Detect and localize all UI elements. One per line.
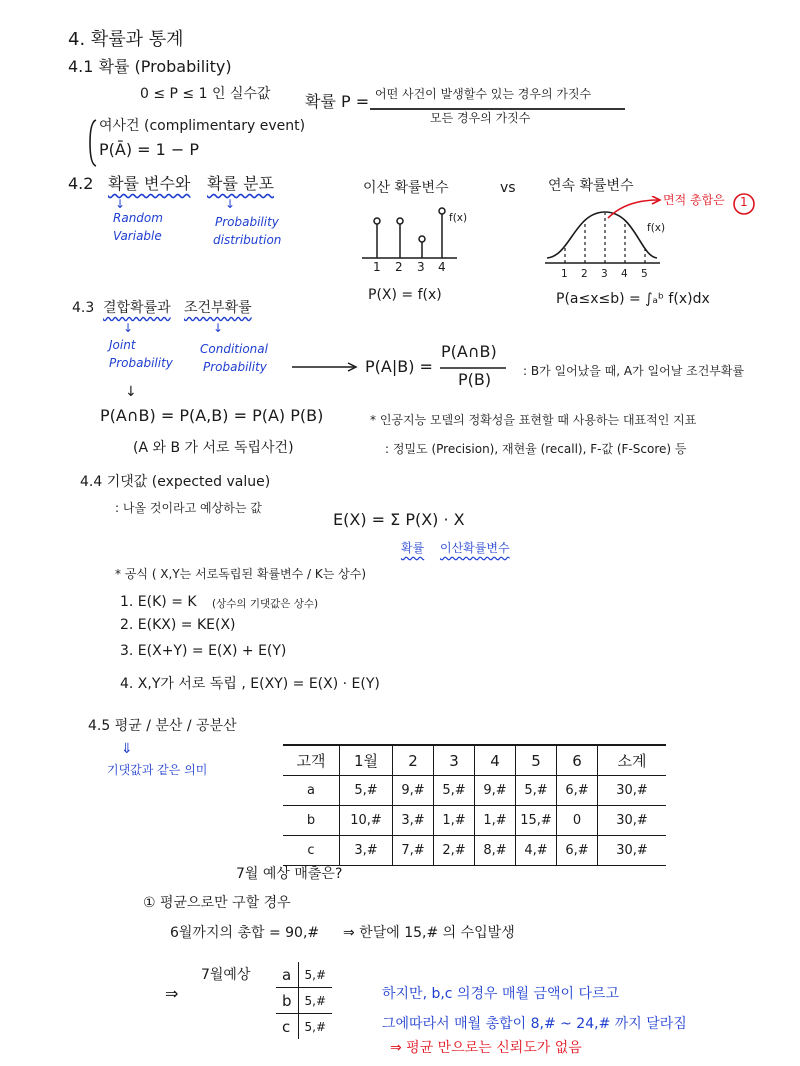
prob-label: 확률 P = [305, 92, 370, 111]
down-arrow-icon: ↓ [125, 384, 137, 400]
table-cell: 5,# [304, 967, 327, 982]
heading-4-2-num: 4.2 [68, 174, 94, 193]
heading-4-4: 4.4 기댓값 (expected value) [80, 474, 271, 490]
probability-range: 0 ≤ P ≤ 1 인 실수값 [140, 86, 271, 102]
table-row [283, 836, 666, 866]
expected-formula: E(X) = Σ P(X) · X [333, 510, 465, 529]
total-to-june: 6월까지의 총합 = 90,# [170, 925, 320, 941]
blue-note-1: 하지만, b,c 의경우 매월 금액이 다르고 [382, 986, 620, 1002]
blue-note-2: 그에따라서 매월 총합이 8,# ~ 24,# 까지 달라짐 [382, 1016, 687, 1032]
table-cell: b [283, 806, 340, 836]
right-arrow-icon [292, 362, 362, 372]
tick-label: 2 [581, 268, 588, 280]
table-cell: 0 [557, 806, 598, 836]
table-cell: a [276, 962, 298, 988]
table-cell: c [283, 836, 340, 866]
ai-metric-list: : 정밀도 (Precision), 재현율 (recall), F-값 (F-Score) 등 [385, 442, 687, 456]
table-cell: 4,# [516, 836, 557, 866]
table-header-cell: 2 [393, 745, 434, 776]
table-cell: 1,# [475, 806, 516, 836]
july-prediction-label: 7월예상 [201, 967, 251, 983]
prediction-arrow: ⇒ [165, 984, 179, 1003]
complement-label: 여사건 (complimentary event) [99, 118, 306, 134]
table-row [276, 962, 332, 988]
table-cell: 5,# [298, 1014, 332, 1040]
table-cell: 5,# [298, 988, 332, 1014]
table-cell: 30,# [598, 806, 667, 836]
mean-note: 기댓값과 같은 의미 [107, 763, 208, 777]
tick-label: 4 [438, 260, 446, 274]
table-cell: 5,# [516, 776, 557, 806]
table-cell: 7,# [393, 836, 434, 866]
table-header-cell: 고객 [283, 745, 340, 776]
tick-label: 1 [373, 260, 381, 274]
random-label: Random [113, 211, 163, 225]
table-cell: b [276, 988, 298, 1014]
table-header-row [283, 745, 666, 776]
vs-label: vs [500, 180, 516, 196]
cond-formula-left: P(A|B) = [365, 357, 433, 376]
tick-label: 1 [561, 268, 568, 280]
monthly-income: ⇒ 한달에 15,# 의 수입발생 [343, 925, 515, 941]
table-header-cell: 4 [475, 745, 516, 776]
ai-metric-note: * 인공지능 모델의 정확성을 표현할 때 사용하는 대표적인 지표 [370, 413, 697, 427]
down-arrow-icon: ↓ [123, 321, 134, 335]
tick-label: 2 [395, 260, 403, 274]
tick-label: 4 [621, 268, 628, 280]
fx-label: f(x) [449, 212, 468, 224]
prob-annotation: 확률 [401, 541, 425, 555]
table-row [276, 988, 332, 1014]
expected-desc: : 나올 것이라고 예상하는 값 [115, 501, 262, 515]
heading-4-5: 4.5 평균 / 분산 / 공분산 [88, 718, 237, 734]
table-row [276, 1014, 332, 1040]
table-cell: 5,# [340, 776, 393, 806]
sales-table [283, 744, 666, 866]
rule-3: 3. E(X+Y) = E(X) + E(Y) [120, 643, 287, 659]
area-value: 1 [740, 195, 748, 209]
complement-formula: P(Ā) = 1 − P [99, 140, 200, 159]
table-row [283, 776, 666, 806]
probability-label: Probability [215, 215, 279, 229]
prob-denominator: 모든 경우의 가짓수 [430, 111, 531, 125]
case-1: ① 평균으로만 구할 경우 [143, 895, 291, 911]
heading-random-variable: 확률 변수와 [108, 174, 191, 193]
table-cell: 30,# [598, 836, 667, 866]
down-arrow-icon: ↓ [225, 197, 236, 211]
prediction-table [276, 962, 332, 1039]
discrete-title: 이산 확률변수 [363, 180, 449, 196]
cond-denominator: P(B) [458, 370, 492, 389]
table-header-cell: 5 [516, 745, 557, 776]
heading-4-3-num: 4.3 [72, 300, 95, 316]
discrete-formula: P(X) = f(x) [368, 287, 442, 303]
july-question: 7월 예상 매출은? [236, 866, 343, 882]
table-cell: 9,# [475, 776, 516, 806]
continuous-title: 연속 확률변수 [548, 178, 634, 194]
table-cell: 1,# [434, 806, 475, 836]
table-cell: 8,# [475, 836, 516, 866]
table-header-cell: 소계 [598, 745, 667, 776]
rule-1-note: (상수의 기댓값은 상수) [212, 598, 319, 610]
tick-label: 3 [601, 268, 608, 280]
table-cell: a [283, 776, 340, 806]
heading-conditional: 조건부확률 [184, 300, 252, 316]
section-title: 4. 확률과 통계 [68, 29, 184, 50]
heading-probability-distribution: 확률 분포 [207, 174, 274, 193]
red-curve-arrow [606, 196, 666, 222]
table-cell: c [276, 1014, 298, 1040]
rule-1: 1. E(K) = K [120, 594, 197, 610]
tick-label: 5 [641, 268, 648, 280]
heading-4-1: 4.1 확률 (Probability) [68, 57, 232, 76]
rv-annotation: 이산확률변수 [440, 541, 510, 555]
area-note: 면적 총합은 [663, 193, 725, 207]
table-cell: 15,# [516, 806, 557, 836]
formula-header: * 공식 ( X,Y는 서로독립된 확률변수 / K는 상수) [115, 567, 367, 581]
variable-label: Variable [113, 229, 162, 243]
table-cell: 6,# [557, 836, 598, 866]
table-cell: 5,# [434, 776, 475, 806]
conditional-label: Conditional [200, 342, 268, 356]
joint-label: Joint [109, 338, 136, 352]
rule-4: 4. X,Y가 서로 독립 , E(XY) = E(X) · E(Y) [120, 676, 380, 692]
joint-formula: P(A∩B) = P(A,B) = P(A) P(B) [100, 406, 324, 425]
conditional-prob-label: Probability [203, 360, 267, 374]
cond-numerator: P(A∩B) [441, 342, 497, 361]
fx-label: f(x) [647, 222, 666, 234]
left-brace [88, 118, 98, 168]
tick-label: 3 [417, 260, 425, 274]
down-arrow-icon: ↓ [213, 321, 224, 335]
distribution-label: distribution [213, 233, 282, 247]
independence-note: (A 와 B 가 서로 독립사건) [133, 440, 294, 456]
table-cell: 30,# [598, 776, 667, 806]
table-header-cell: 1월 [340, 745, 393, 776]
table-cell: 10,# [340, 806, 393, 836]
joint-prob-label: Probability [109, 356, 173, 370]
double-down-arrow-icon: ⇓ [121, 741, 133, 757]
table-cell: 2,# [434, 836, 475, 866]
prob-numerator: 어떤 사건이 발생할수 있는 경우의 가짓수 [375, 87, 592, 101]
cond-description: : B가 일어났을 때, A가 일어날 조건부확률 [523, 364, 745, 378]
heading-joint: 결합확률과 [103, 300, 171, 316]
down-arrow-icon: ↓ [115, 197, 126, 211]
table-cell: 3,# [340, 836, 393, 866]
table-cell: 9,# [393, 776, 434, 806]
table-cell: 3,# [393, 806, 434, 836]
table-header-cell: 3 [434, 745, 475, 776]
table-row [283, 806, 666, 836]
continuous-formula: P(a≤x≤b) = ∫ₐᵇ f(x)dx [556, 291, 710, 307]
conclusion: ⇒ 평균 만으로는 신뢰도가 없음 [390, 1040, 582, 1056]
table-cell: 6,# [557, 776, 598, 806]
rule-2: 2. E(KX) = KE(X) [120, 617, 236, 633]
table-header-cell: 6 [557, 745, 598, 776]
